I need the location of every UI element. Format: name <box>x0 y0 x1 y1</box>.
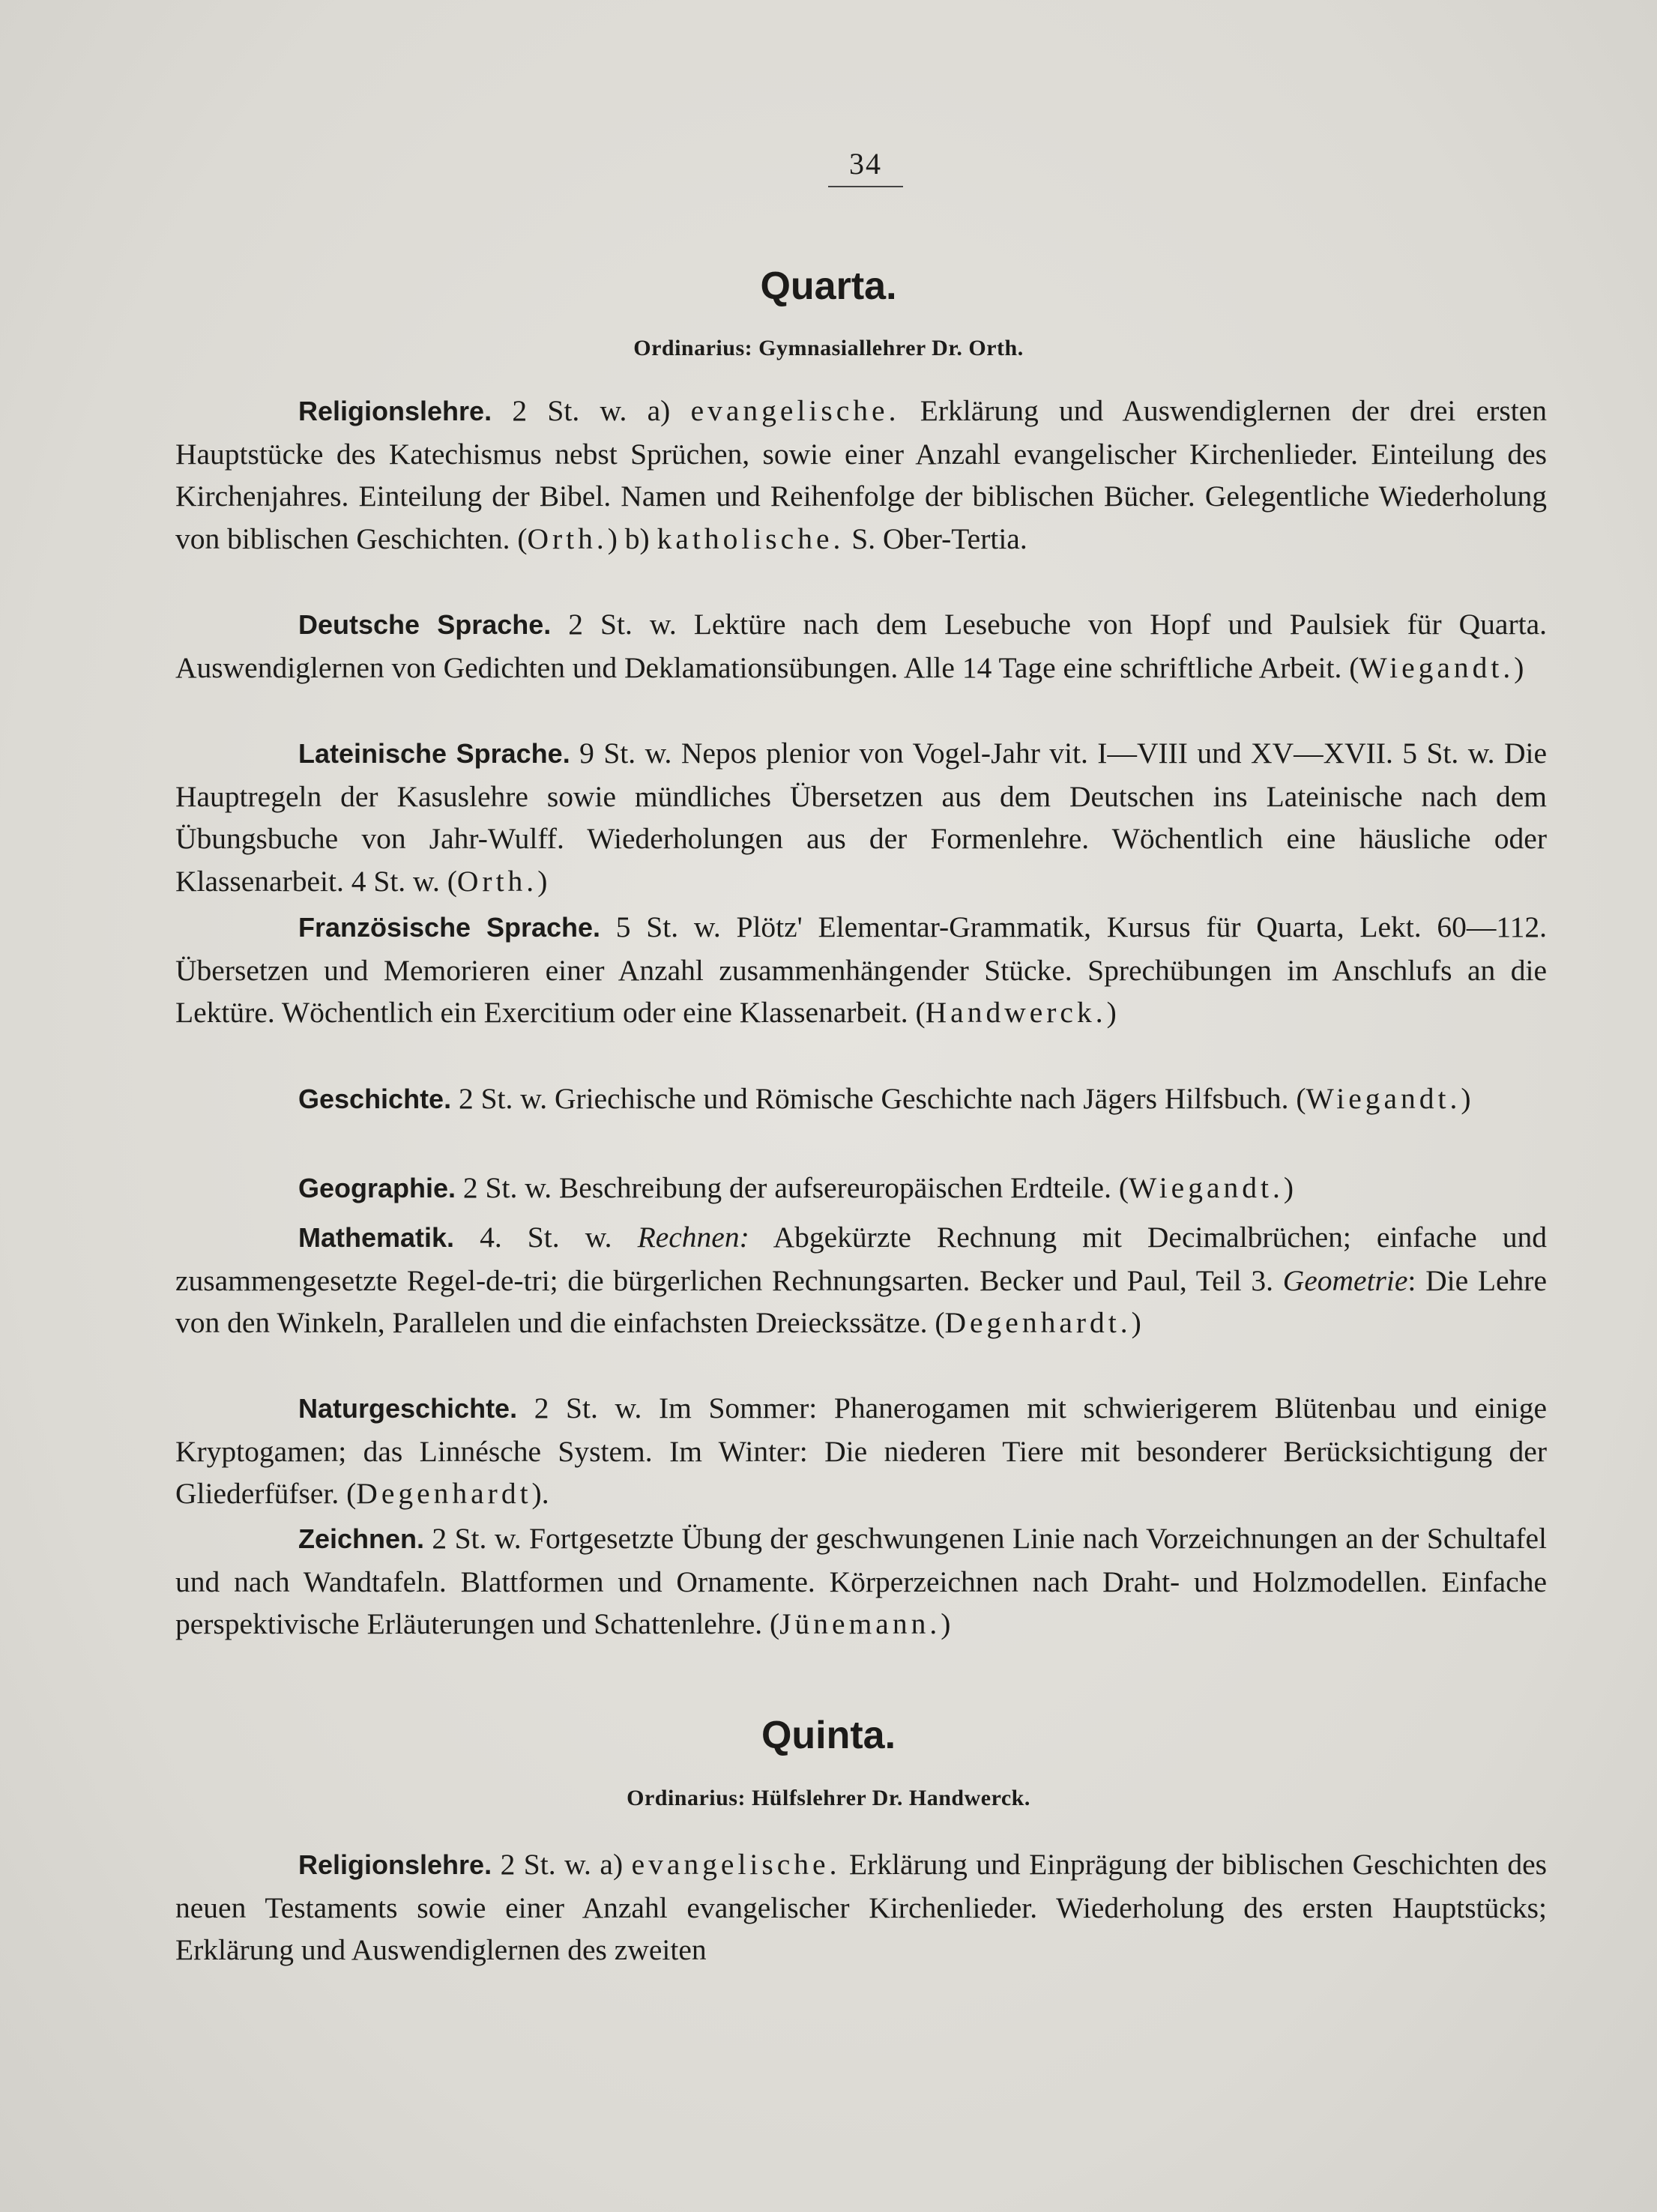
ordinarius-quarta: Ordinarius: Gymnasiallehrer Dr. Orth. <box>633 336 1024 360</box>
subject-naturgeschichte: Naturgeschichte. <box>298 1393 518 1424</box>
page-number-underline <box>828 186 903 187</box>
page-number: 34 <box>849 147 882 181</box>
section-deutsch <box>175 603 1547 689</box>
heading-quarta: Quarta. <box>760 265 897 308</box>
paragraph-quinta-religionslehre: Religionslehre. 2 St. w. a) evangelische. Erklärung und Einprägung der biblischen Geschichten des neuen Testaments sowie einer Anzahl evangelischer Kirchenlieder. Wiederholung des ersten Hauptstücks; Erklärung und Auswendiglernen des zweiten <box>175 1848 1547 1966</box>
subject-franzoesische-sprache: Französische Sprache. <box>298 912 601 943</box>
section-zeichnen <box>175 1517 1547 1646</box>
section-mathematik <box>175 1216 1547 1344</box>
paragraph-zeichnen: Zeichnen. 2 St. w. Fortgesetzte Übung der geschwungenen Linie nach Vorzeichnungen an der Schultafel und nach Wandtafeln. Blattformen und Ornamente. Körperzeichnen nach Draht- und Holzmodellen. Einfache perspektivische Erläuterungen und Schattenlehre. (Jünemann.) <box>175 1522 1547 1640</box>
section-latein <box>175 732 1547 902</box>
subject-lateinische-sprache: Lateinische Sprache. <box>298 738 570 769</box>
section-quarta-body <box>175 390 1547 560</box>
subject-geschichte: Geschichte. <box>298 1084 452 1114</box>
subject-deutsche-sprache: Deutsche Sprache. <box>298 609 552 640</box>
section-quinta-religion <box>175 1843 1547 1971</box>
subject-geographie: Geographie. <box>298 1173 456 1203</box>
heading-quinta: Quinta. <box>761 1714 896 1757</box>
paragraph-deutsche-sprache: Deutsche Sprache. 2 St. w. Lektüre nach dem Lesebuche von Hopf und Paulsiek für Quarta. Auswendiglernen von Gedichten und Deklamationsübungen. Alle 14 Tage eine schriftliche Arbeit. (Wiegandt.) <box>175 608 1547 684</box>
subject-zeichnen: Zeichnen. <box>298 1523 425 1554</box>
section-geschichte <box>175 1078 1547 1121</box>
paragraph-geographie: Geographie. 2 St. w. Beschreibung der aufsereuropäischen Erdteile. (Wiegandt.) <box>298 1171 1294 1204</box>
section-naturgeschichte <box>175 1387 1547 1515</box>
subject-mathematik: Mathematik. <box>298 1222 455 1253</box>
subject-religionslehre: Religionslehre. <box>298 396 492 426</box>
paragraph-mathematik: Mathematik. 4. St. w. Rechnen: Abgekürzte Rechnung mit Decimalbrüchen; einfache und zusammengesetzte Regel-de-tri; die bürgerlichen Rechnungsarten. Becker und Paul, Teil 3. Geometrie: Die Lehre von den Winkeln, Parallelen und die einfachsten Dreieckssätze. (Degenhardt.) <box>175 1221 1547 1339</box>
paragraph-lateinische-sprache: Lateinische Sprache. 9 St. w. Nepos plenior von Vogel-Jahr vit. I—VIII und XV—XVII. 5 St. w. Die Hauptregeln der Kasuslehre sowie mündliches Übersetzen aus dem Deutschen ins Lateinische nach dem Übungsbuche von Jahr-Wulff. Wiederholungen aus der Formenlehre. Wöchentlich eine häusliche oder Klassenarbeit. 4 St. w. (Orth.) <box>175 737 1548 898</box>
ordinarius-quinta: Ordinarius: Hülfslehrer Dr. Handwerck. <box>627 1786 1030 1810</box>
paragraph-geschichte: Geschichte. 2 St. w. Griechische und Römische Geschichte nach Jägers Hilfsbuch. (Wiegandt.) <box>298 1082 1471 1115</box>
paragraph-religionslehre: Religionslehre. 2 St. w. a) evangelische. Erklärung und Auswendiglernen der drei ersten Hauptstücke des Katechismus nebst Sprüchen, sowie einer Anzahl evangelischer Kirchenlieder. Einteilung des Kirchenjahres. Einteilung der Bibel. Namen und Reihenfolge der biblischen Bücher. Gelegentliche Wiederholung von biblischen Geschichten. (Orth.) b) katholische. S. Ober-Tertia. <box>175 394 1547 555</box>
paragraph-naturgeschichte: Naturgeschichte. 2 St. w. Im Sommer: Phanerogamen mit schwierigerem Blütenbau und einige Kryptogamen; das Linnésche System. Im Winter: Die niederen Tiere mit besonderer Berücksichtigung der Gliederfüfser. (Degenhardt). <box>175 1391 1547 1510</box>
subject-quinta-religionslehre: Religionslehre. <box>298 1849 492 1880</box>
paragraph-franzoesische-sprache: Französische Sprache. 5 St. w. Plötz' Elementar-Grammatik, Kursus für Quarta, Lekt. 60—112. Übersetzen und Memorieren einer Anzahl zusammenhängender Stücke. Sprechübungen im Anschlufs an die Lektüre. Wöchentlich ein Exercitium oder eine Klassenarbeit. (Handwerck.) <box>175 910 1548 1029</box>
section-franzoesisch <box>175 906 1547 1034</box>
section-geographie <box>175 1167 1547 1210</box>
